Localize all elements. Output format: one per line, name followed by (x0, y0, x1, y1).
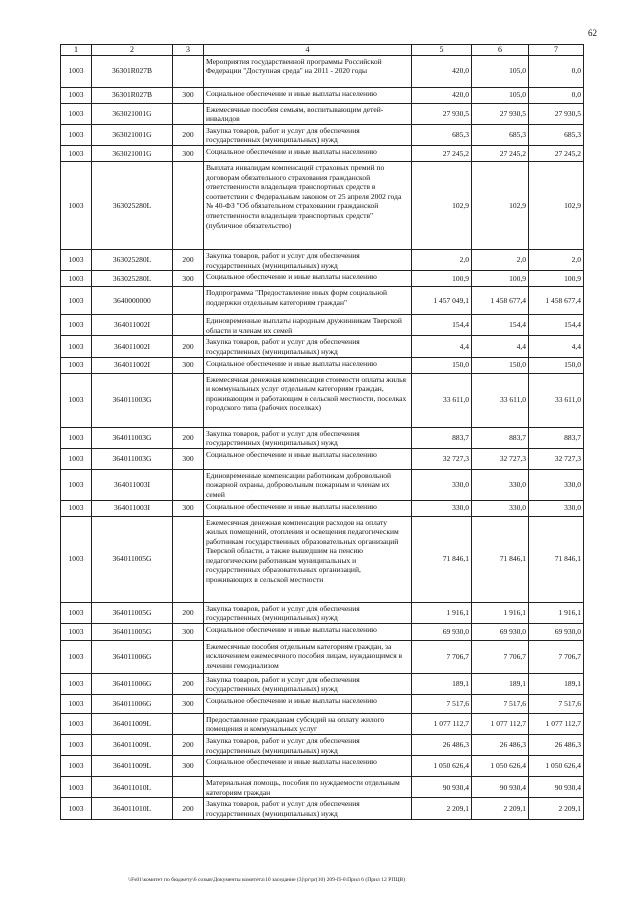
amount-year-3: 27 245,2 (529, 145, 584, 161)
expense-type-code: 300 (173, 500, 204, 516)
section-code: 1003 (61, 640, 92, 673)
amount-year-2: 100,9 (472, 271, 529, 287)
col-header-2: 2 (92, 45, 173, 56)
amount-year-1: 32 727,3 (412, 448, 472, 469)
section-code: 1003 (61, 500, 92, 516)
section-code: 1003 (61, 694, 92, 713)
amount-year-3: 1 077 112,7 (529, 713, 584, 734)
section-code: 1003 (61, 145, 92, 161)
table-row (61, 777, 584, 798)
target-article-code: 364011003G (92, 448, 173, 469)
table-row (61, 469, 584, 500)
table-row (61, 756, 584, 777)
item-description: Ежемесячная денежная компенсация расходов на оплату жилых помещений, отопления и освещения педагогическим работникам государственных образовательных организаций Тверской области, а также вышедшим на пенсию педагогическим работникам муниципальных и государственных образовательных организаций, проживающих в сельской местности (204, 516, 412, 602)
amount-year-1: 33 611,0 (412, 373, 472, 427)
amount-year-2: 330,0 (472, 500, 529, 516)
amount-year-2: 154,4 (472, 315, 529, 336)
target-article-code: 364011009L (92, 735, 173, 756)
amount-year-3: 2,0 (529, 249, 584, 270)
expense-type-code (173, 469, 204, 500)
item-description: Закупка товаров, работ и услуг для обеспечения государственных (муниципальных) нужд (204, 673, 412, 694)
section-code: 1003 (61, 315, 92, 336)
file-path-footer: \\Fs01\комитет по бюджету\6 созыв\Документы комитета\10 заседание (3)\pr\pr(10) 209-П-6\Прил 6 (Прил 12 РПЦВ) (128, 877, 405, 883)
amount-year-1: 26 486,3 (412, 735, 472, 756)
expense-type-code: 300 (173, 448, 204, 469)
item-description: Материальная помощь, пособия по нуждаемости отдельным категориям граждан (204, 777, 412, 798)
expense-type-code (173, 55, 204, 87)
item-description: Ежемесячные пособия семьям, воспитывающим детей-инвалидов (204, 103, 412, 124)
item-description: Социальное обеспечение и иные выплаты населению (204, 756, 412, 777)
section-code: 1003 (61, 623, 92, 640)
section-code: 1003 (61, 735, 92, 756)
budget-table (60, 44, 584, 820)
target-article-code: 364011002I (92, 357, 173, 373)
table-row (61, 373, 584, 427)
section-code: 1003 (61, 469, 92, 500)
amount-year-3: 0,0 (529, 87, 584, 103)
item-description: Мероприятия государственной программы Российской Федерации "Доступная среда" на 2011 - 2020 годы (204, 55, 412, 87)
amount-year-2: 4,4 (472, 336, 529, 357)
amount-year-1: 2,0 (412, 249, 472, 270)
section-code: 1003 (61, 673, 92, 694)
target-article-code: 364011009L (92, 756, 173, 777)
expense-type-code: 300 (173, 87, 204, 103)
item-description: Социальное обеспечение и иные выплаты населению (204, 145, 412, 161)
target-article-code: 364011003I (92, 469, 173, 500)
expense-type-code: 200 (173, 735, 204, 756)
section-code: 1003 (61, 357, 92, 373)
table-row (61, 287, 584, 315)
amount-year-1: 2 209,1 (412, 798, 472, 819)
target-article-code: 36301R027B (92, 55, 173, 87)
amount-year-2: 71 846,1 (472, 516, 529, 602)
amount-year-1: 154,4 (412, 315, 472, 336)
section-code: 1003 (61, 249, 92, 270)
amount-year-1: 4,4 (412, 336, 472, 357)
item-description: Социальное обеспечение и иные выплаты населению (204, 271, 412, 287)
table-row (61, 713, 584, 734)
section-code: 1003 (61, 602, 92, 623)
expense-type-code (173, 516, 204, 602)
table-row (61, 87, 584, 103)
table-row (61, 271, 584, 287)
amount-year-2: 1 916,1 (472, 602, 529, 623)
target-article-code: 364011010L (92, 798, 173, 819)
section-code: 1003 (61, 87, 92, 103)
amount-year-2: 189,1 (472, 673, 529, 694)
table-row (61, 516, 584, 602)
item-description: Закупка товаров, работ и услуг для обеспечения государственных (муниципальных) нужд (204, 735, 412, 756)
amount-year-1: 7 706,7 (412, 640, 472, 673)
item-description: Ежемесячная денежная компенсация стоимости оплаты жилья и коммунальных услуг отдельным категориям граждан, проживающим и работающим в сельской местности, поселках городского типа (рабочих поселках) (204, 373, 412, 427)
table-row (61, 161, 584, 249)
amount-year-2: 685,3 (472, 124, 529, 145)
expense-type-code: 300 (173, 271, 204, 287)
amount-year-1: 71 846,1 (412, 516, 472, 602)
table-row (61, 315, 584, 336)
amount-year-3: 2 209,1 (529, 798, 584, 819)
section-code: 1003 (61, 516, 92, 602)
amount-year-2: 7 517,6 (472, 694, 529, 713)
table-row (61, 55, 584, 87)
item-description: Социальное обеспечение и иные выплаты населению (204, 623, 412, 640)
amount-year-2: 2,0 (472, 249, 529, 270)
amount-year-3: 27 930,5 (529, 103, 584, 124)
amount-year-3: 33 611,0 (529, 373, 584, 427)
item-description: Предоставление гражданам субсидий на оплату жилого помещения и коммунальных услуг (204, 713, 412, 734)
table-row (61, 640, 584, 673)
target-article-code: 363025280L (92, 249, 173, 270)
amount-year-2: 90 930,4 (472, 777, 529, 798)
item-description: Ежемесячные пособия отдельным категориям граждан, за исключением ежемесячного пособия лицам, нуждающимся в лечении гемодиализом (204, 640, 412, 673)
item-description: Закупка товаров, работ и услуг для обеспечения государственных (муниципальных) нужд (204, 798, 412, 819)
table-row (61, 500, 584, 516)
amount-year-1: 102,9 (412, 161, 472, 249)
amount-year-1: 420,0 (412, 87, 472, 103)
target-article-code: 363025280L (92, 271, 173, 287)
amount-year-3: 102,9 (529, 161, 584, 249)
amount-year-1: 7 517,6 (412, 694, 472, 713)
expense-type-code (173, 287, 204, 315)
target-article-code: 364011009L (92, 713, 173, 734)
section-code: 1003 (61, 124, 92, 145)
col-header-6: 6 (472, 45, 529, 56)
expense-type-code: 300 (173, 694, 204, 713)
amount-year-3: 330,0 (529, 500, 584, 516)
expense-type-code (173, 103, 204, 124)
target-article-code: 364011006G (92, 673, 173, 694)
target-article-code: 3640000000 (92, 287, 173, 315)
section-code: 1003 (61, 55, 92, 87)
item-description: Единовременные компенсации работникам добровольной пожарной охраны, добровольным пожарным и членам их семей (204, 469, 412, 500)
amount-year-1: 1 077 112,7 (412, 713, 472, 734)
expense-type-code (173, 713, 204, 734)
section-code: 1003 (61, 756, 92, 777)
col-header-3: 3 (173, 45, 204, 56)
target-article-code: 363021001G (92, 124, 173, 145)
section-code: 1003 (61, 271, 92, 287)
amount-year-3: 150,0 (529, 357, 584, 373)
expense-type-code (173, 640, 204, 673)
amount-year-2: 33 611,0 (472, 373, 529, 427)
amount-year-3: 1 458 677,4 (529, 287, 584, 315)
amount-year-2: 32 727,3 (472, 448, 529, 469)
table-row (61, 145, 584, 161)
col-header-1: 1 (61, 45, 92, 56)
section-code: 1003 (61, 777, 92, 798)
table-row (61, 336, 584, 357)
amount-year-3: 883,7 (529, 427, 584, 448)
expense-type-code: 300 (173, 756, 204, 777)
amount-year-1: 27 245,2 (412, 145, 472, 161)
item-description: Единовременные выплаты народным дружинникам Тверской области и членам их семей (204, 315, 412, 336)
col-header-7: 7 (529, 45, 584, 56)
amount-year-2: 1 077 112,7 (472, 713, 529, 734)
amount-year-2: 1 458 677,4 (472, 287, 529, 315)
amount-year-3: 71 846,1 (529, 516, 584, 602)
section-code: 1003 (61, 161, 92, 249)
target-article-code: 364011005G (92, 516, 173, 602)
amount-year-3: 330,0 (529, 469, 584, 500)
amount-year-1: 685,3 (412, 124, 472, 145)
amount-year-2: 1 050 626,4 (472, 756, 529, 777)
header-row (61, 45, 584, 56)
amount-year-1: 100,9 (412, 271, 472, 287)
table-row (61, 448, 584, 469)
amount-year-2: 330,0 (472, 469, 529, 500)
target-article-code: 364011003G (92, 373, 173, 427)
table-row (61, 798, 584, 819)
amount-year-3: 32 727,3 (529, 448, 584, 469)
table-row (61, 249, 584, 270)
target-article-code: 364011003I (92, 500, 173, 516)
section-code: 1003 (61, 798, 92, 819)
target-article-code: 363025280L (92, 161, 173, 249)
expense-type-code (173, 161, 204, 249)
section-code: 1003 (61, 287, 92, 315)
table-row (61, 602, 584, 623)
expense-type-code: 300 (173, 357, 204, 373)
amount-year-3: 685,3 (529, 124, 584, 145)
amount-year-2: 27 930,5 (472, 103, 529, 124)
amount-year-2: 27 245,2 (472, 145, 529, 161)
table-body (61, 55, 584, 819)
section-code: 1003 (61, 103, 92, 124)
expense-type-code: 200 (173, 798, 204, 819)
expense-type-code: 200 (173, 124, 204, 145)
col-header-4: 4 (204, 45, 412, 56)
amount-year-1: 420,0 (412, 55, 472, 87)
amount-year-1: 69 930,0 (412, 623, 472, 640)
amount-year-1: 1 050 626,4 (412, 756, 472, 777)
amount-year-1: 150,0 (412, 357, 472, 373)
amount-year-2: 883,7 (472, 427, 529, 448)
expense-type-code: 200 (173, 602, 204, 623)
table-row (61, 427, 584, 448)
expense-type-code (173, 777, 204, 798)
expense-type-code: 300 (173, 145, 204, 161)
table-row (61, 357, 584, 373)
section-code: 1003 (61, 373, 92, 427)
item-description: Закупка товаров, работ и услуг для обеспечения государственных (муниципальных) нужд (204, 124, 412, 145)
amount-year-2: 2 209,1 (472, 798, 529, 819)
table-row (61, 694, 584, 713)
table-row (61, 735, 584, 756)
amount-year-3: 0,0 (529, 55, 584, 87)
amount-year-3: 1 050 626,4 (529, 756, 584, 777)
amount-year-2: 150,0 (472, 357, 529, 373)
item-description: Закупка товаров, работ и услуг для обеспечения государственных (муниципальных) нужд (204, 249, 412, 270)
amount-year-3: 69 930,0 (529, 623, 584, 640)
target-article-code: 363021001G (92, 145, 173, 161)
target-article-code: 364011006G (92, 694, 173, 713)
amount-year-2: 102,9 (472, 161, 529, 249)
page-number: 62 (588, 28, 597, 38)
amount-year-1: 883,7 (412, 427, 472, 448)
amount-year-2: 105,0 (472, 87, 529, 103)
amount-year-3: 7 706,7 (529, 640, 584, 673)
amount-year-3: 4,4 (529, 336, 584, 357)
amount-year-2: 7 706,7 (472, 640, 529, 673)
amount-year-3: 7 517,6 (529, 694, 584, 713)
amount-year-1: 189,1 (412, 673, 472, 694)
target-article-code: 364011002I (92, 336, 173, 357)
item-description: Выплата инвалидам компенсаций страховых премий по договорам обязательного страхования гражданской ответственности владельцев транспортных средств в соответствии с Федеральным законом от 25 апреля 2002 года № 40-ФЗ "Об обязательном страховании гражданской ответственности владельцев транспортных средств" (публичное обязательство) (204, 161, 412, 249)
target-article-code: 364011005G (92, 623, 173, 640)
item-description: Закупка товаров, работ и услуг для обеспечения государственных (муниципальных) нужд (204, 427, 412, 448)
amount-year-1: 27 930,5 (412, 103, 472, 124)
item-description: Закупка товаров, работ и услуг для обеспечения государственных (муниципальных) нужд (204, 336, 412, 357)
expense-type-code: 200 (173, 673, 204, 694)
table-row (61, 623, 584, 640)
item-description: Социальное обеспечение и иные выплаты населению (204, 694, 412, 713)
amount-year-1: 330,0 (412, 500, 472, 516)
amount-year-3: 189,1 (529, 673, 584, 694)
expense-type-code (173, 373, 204, 427)
amount-year-3: 154,4 (529, 315, 584, 336)
amount-year-2: 69 930,0 (472, 623, 529, 640)
table-row (61, 673, 584, 694)
amount-year-3: 1 916,1 (529, 602, 584, 623)
table-row (61, 103, 584, 124)
section-code: 1003 (61, 448, 92, 469)
expense-type-code (173, 315, 204, 336)
target-article-code: 364011003G (92, 427, 173, 448)
target-article-code: 364011002I (92, 315, 173, 336)
expense-type-code: 300 (173, 623, 204, 640)
table-row (61, 124, 584, 145)
item-description: Закупка товаров, работ и услуг для обеспечения государственных (муниципальных) нужд (204, 602, 412, 623)
amount-year-2: 26 486,3 (472, 735, 529, 756)
section-code: 1003 (61, 427, 92, 448)
section-code: 1003 (61, 336, 92, 357)
item-description: Социальное обеспечение и иные выплаты населению (204, 357, 412, 373)
item-description: Подпрограмма "Предоставление иных форм социальной поддержки отдельным категориям граждан" (204, 287, 412, 315)
amount-year-3: 90 930,4 (529, 777, 584, 798)
amount-year-3: 100,9 (529, 271, 584, 287)
target-article-code: 364011010L (92, 777, 173, 798)
amount-year-1: 330,0 (412, 469, 472, 500)
expense-type-code: 200 (173, 249, 204, 270)
section-code: 1003 (61, 713, 92, 734)
amount-year-1: 1 457 049,1 (412, 287, 472, 315)
amount-year-1: 1 916,1 (412, 602, 472, 623)
amount-year-2: 105,0 (472, 55, 529, 87)
amount-year-1: 90 930,4 (412, 777, 472, 798)
target-article-code: 36301R027B (92, 87, 173, 103)
item-description: Социальное обеспечение и иные выплаты населению (204, 87, 412, 103)
item-description: Социальное обеспечение и иные выплаты населению (204, 448, 412, 469)
target-article-code: 364011006G (92, 640, 173, 673)
col-header-5: 5 (412, 45, 472, 56)
expense-type-code: 200 (173, 336, 204, 357)
target-article-code: 364011005G (92, 602, 173, 623)
target-article-code: 363021001G (92, 103, 173, 124)
expense-type-code: 200 (173, 427, 204, 448)
amount-year-3: 26 486,3 (529, 735, 584, 756)
item-description: Социальное обеспечение и иные выплаты населению (204, 500, 412, 516)
